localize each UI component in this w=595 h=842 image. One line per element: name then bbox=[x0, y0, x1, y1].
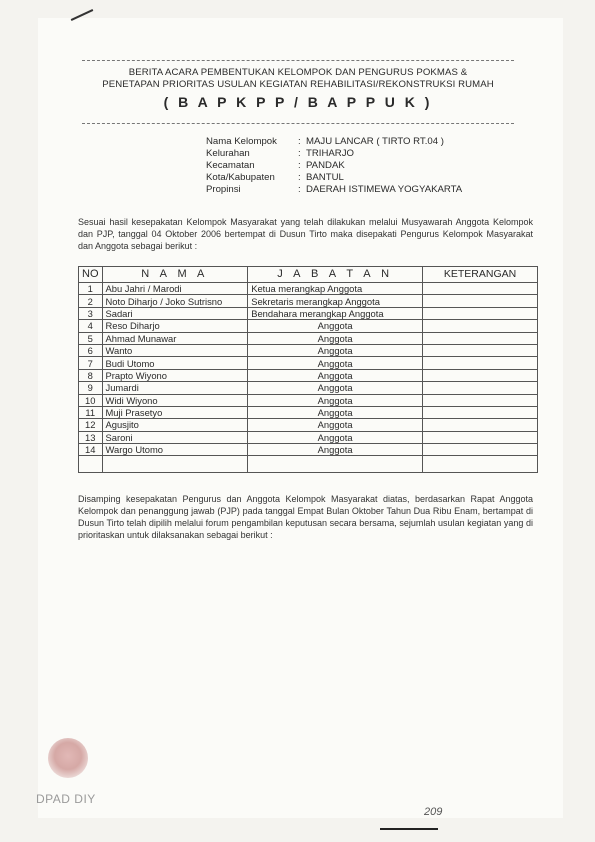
cell-no: 2 bbox=[79, 295, 103, 307]
info-row-kota-kabupaten: Kota/Kabupaten : BANTUL bbox=[206, 172, 344, 183]
cell-no: 10 bbox=[79, 394, 103, 406]
cell-jabatan: Anggota bbox=[248, 444, 423, 456]
cell-nama: Noto Diharjo / Joko Sutrisno bbox=[102, 295, 248, 307]
cell-no: 11 bbox=[79, 406, 103, 418]
cell-nama: Agusjito bbox=[102, 419, 248, 431]
info-value: TRIHARJO bbox=[306, 148, 354, 159]
cell-keterangan bbox=[423, 295, 538, 307]
header-main-title: ( B A P K P P / B A P P U K ) bbox=[163, 94, 433, 110]
header-line-1: BERITA ACARA PEMBENTUKAN KELOMPOK DAN PENGURUS POKMAS & bbox=[128, 67, 468, 78]
table-row bbox=[79, 357, 538, 369]
cell-no: 4 bbox=[79, 320, 103, 332]
cell-jabatan: Anggota bbox=[248, 332, 423, 344]
intro-paragraph: Sesuai hasil kesepakatan Kelompok Masyarakat yang telah dilakukan melalui Musyawarah Anggota Kelompok dan PJP, tanggal 04 Oktober 2006 bertempat di Dusun Tirto maka disepakati Pengurus Kelompok Masyarakat dan Anggota sebagai berikut : bbox=[78, 217, 533, 251]
table-row bbox=[79, 394, 538, 406]
header-line-2: PENETAPAN PRIORITAS USULAN KEGIATAN REHABILITASI/REKONSTRUKSI RUMAH bbox=[102, 79, 494, 90]
cell-keterangan bbox=[423, 344, 538, 356]
cell-jabatan: Sekretaris merangkap Anggota bbox=[248, 295, 423, 307]
table-row bbox=[79, 431, 538, 443]
info-value: PANDAK bbox=[306, 160, 345, 171]
cell-jabatan: Anggota bbox=[248, 357, 423, 369]
cell-keterangan bbox=[423, 419, 538, 431]
watermark-text: DPAD DIY bbox=[36, 792, 96, 806]
table-row bbox=[79, 320, 538, 332]
cell-nama: Abu Jahri / Marodi bbox=[102, 283, 248, 295]
table-row bbox=[79, 406, 538, 418]
cell-nama: Wanto bbox=[102, 344, 248, 356]
cell-keterangan bbox=[423, 406, 538, 418]
cell-keterangan bbox=[423, 332, 538, 344]
table-row bbox=[79, 444, 538, 456]
header-jabatan: J A B A T A N bbox=[248, 267, 423, 283]
info-label: Nama Kelompok bbox=[206, 136, 277, 147]
cell-no: 1 bbox=[79, 283, 103, 295]
cell-keterangan bbox=[423, 307, 538, 319]
cell-jabatan: Anggota bbox=[248, 419, 423, 431]
info-row-nama-kelompok: Nama Kelompok : MAJU LANCAR ( TIRTO RT.04 ) bbox=[206, 136, 444, 147]
cell-jabatan: Ketua merangkap Anggota bbox=[248, 283, 423, 295]
cell-jabatan: Anggota bbox=[248, 431, 423, 443]
cell-keterangan bbox=[423, 382, 538, 394]
info-row-kecamatan: Kecamatan : PANDAK bbox=[206, 160, 345, 171]
bottom-line bbox=[380, 828, 438, 830]
cell-no: 14 bbox=[79, 444, 103, 456]
cell-nama: Muji Prasetyo bbox=[102, 406, 248, 418]
header-no: NO bbox=[79, 267, 103, 283]
info-row-propinsi: Propinsi : DAERAH ISTIMEWA YOGYAKARTA bbox=[206, 184, 463, 195]
header-keterangan: KETERANGAN bbox=[423, 267, 538, 283]
info-value: BANTUL bbox=[306, 172, 344, 183]
cell-nama: Wargo Utomo bbox=[102, 444, 248, 456]
cell-keterangan bbox=[423, 394, 538, 406]
page-number: 209 bbox=[424, 806, 443, 818]
cell-nama: Widi Wiyono bbox=[102, 394, 248, 406]
cell-jabatan: Anggota bbox=[248, 320, 423, 332]
cell-jabatan: Anggota bbox=[248, 344, 423, 356]
cell-jabatan: Anggota bbox=[248, 382, 423, 394]
document-header bbox=[82, 60, 514, 124]
info-label: Kecamatan bbox=[206, 160, 255, 171]
table-row-blank bbox=[79, 456, 538, 473]
decision-paragraph: Disamping kesepakatan Pengurus dan Anggota Kelompok Masyarakat diatas, berdasarkan Rapat Anggota Kelompok dan penanggung jawab (PJP) pada tanggal Empat Bulan Oktober Tahun Dua Ribu Enam, bertampat di Dusun Tirto telah dipilih melalui forum pengambilan keputusan secara bersama, sejumlah usulan kegiatan yang di prioritaskan untuk dilaksanakan sebagai berikut : bbox=[78, 494, 533, 540]
table-row bbox=[79, 332, 538, 344]
cell-nama: Ahmad Munawar bbox=[102, 332, 248, 344]
table-row bbox=[79, 419, 538, 431]
cell-keterangan bbox=[423, 283, 538, 295]
info-label: Propinsi bbox=[206, 184, 241, 195]
table-row bbox=[79, 283, 538, 295]
table-row bbox=[79, 382, 538, 394]
table-row bbox=[79, 369, 538, 381]
cell-no: 13 bbox=[79, 431, 103, 443]
cell-jabatan: Bendahara merangkap Anggota bbox=[248, 307, 423, 319]
cell-jabatan: Anggota bbox=[248, 369, 423, 381]
info-label: Kelurahan bbox=[206, 148, 250, 159]
cell-jabatan: Anggota bbox=[248, 394, 423, 406]
cell-no: 8 bbox=[79, 369, 103, 381]
cell-no: 5 bbox=[79, 332, 103, 344]
table-row bbox=[79, 344, 538, 356]
cell-keterangan bbox=[423, 431, 538, 443]
header-nama: N A M A bbox=[102, 267, 248, 283]
cell-nama: Reso Diharjo bbox=[102, 320, 248, 332]
cell-keterangan bbox=[423, 369, 538, 381]
members-table bbox=[78, 266, 538, 473]
cell-no: 9 bbox=[79, 382, 103, 394]
info-value: MAJU LANCAR ( TIRTO RT.04 ) bbox=[306, 136, 444, 147]
cell-no: 3 bbox=[79, 307, 103, 319]
cell-no: 12 bbox=[79, 419, 103, 431]
cell-keterangan bbox=[423, 357, 538, 369]
cell-nama: Prapto Wiyono bbox=[102, 369, 248, 381]
info-label: Kota/Kabupaten bbox=[206, 172, 275, 183]
info-value: DAERAH ISTIMEWA YOGYAKARTA bbox=[306, 184, 463, 195]
cell-keterangan bbox=[423, 444, 538, 456]
info-row-kelurahan: Kelurahan : TRIHARJO bbox=[206, 148, 354, 159]
cell-keterangan bbox=[423, 320, 538, 332]
archive-seal-icon bbox=[48, 738, 88, 778]
cell-no: 6 bbox=[79, 344, 103, 356]
cell-no: 7 bbox=[79, 357, 103, 369]
cell-jabatan: Anggota bbox=[248, 406, 423, 418]
cell-nama: Saroni bbox=[102, 431, 248, 443]
table-row bbox=[79, 295, 538, 307]
cell-nama: Sadari bbox=[102, 307, 248, 319]
table-row bbox=[79, 307, 538, 319]
cell-nama: Jumardi bbox=[102, 382, 248, 394]
table-header-row bbox=[79, 267, 538, 283]
cell-nama: Budi Utomo bbox=[102, 357, 248, 369]
group-info bbox=[206, 136, 462, 196]
